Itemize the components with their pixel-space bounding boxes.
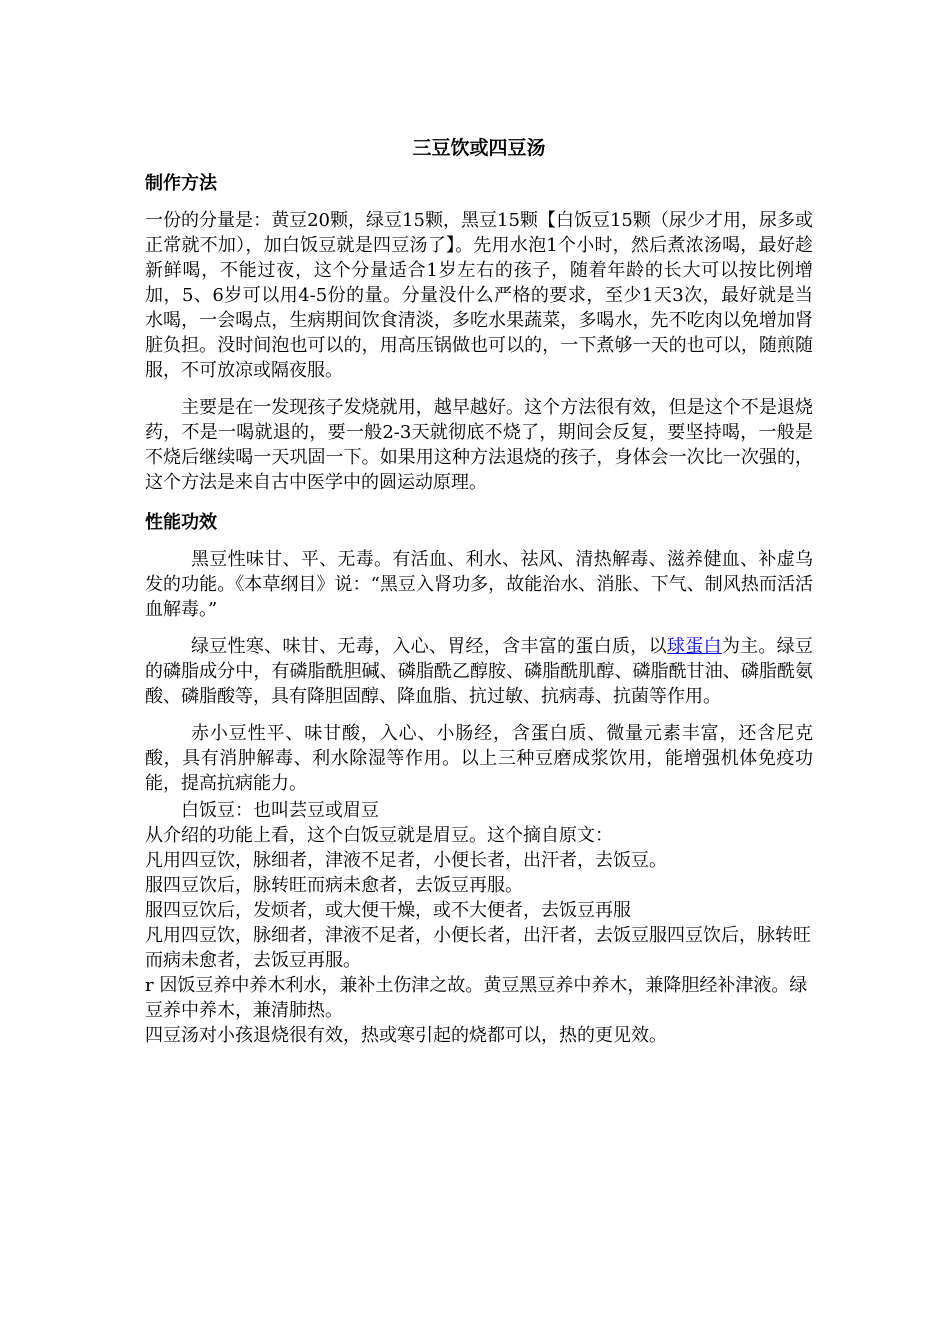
note-line: 服四豆饮后，发烦者，或大便干燥，或不大便者，去饭豆再服 [145, 900, 631, 921]
note-line: 四豆汤对小孩退烧很有效，热或寒引起的烧都可以，热的更见效。 [145, 1025, 667, 1046]
mung-bean-text-after: 为主。绿豆的磷脂成分中，有磷脂酰胆碱、磷脂酰乙醇胺、磷脂酰肌醇、磷脂酰甘油、磷脂酰氨酸、磷脂酸等，具有降胆固醇、降血脂、抗过敏、抗病毒、抗菌等作用。 [145, 636, 814, 707]
note-line: r 因饭豆养中养木利水，兼补土伤津之故。黄豆黑豆养中养木，兼降胆经补津液。绿豆养中养木，兼清肺热。 [145, 975, 808, 1021]
paragraph-black-bean: 黑豆性味甘、平、无毒。有活血、利水、祛风、清热解毒、滋养健血、补虚乌发的功能。《本草纲目》说：“黑豆入肾功多，故能治水、消胀、下气、制风热而活活血解毒。” [145, 549, 813, 620]
note-line: 白饭豆：也叫芸豆或眉豆 [181, 800, 379, 821]
section-heading-preparation: 制作方法 [145, 173, 217, 194]
paragraph-preparation-1: 一份的分量是：黄豆20颗，绿豆15颗，黑豆15颗【白饭豆15颗（尿少才用，尿多或正常就不加），加白饭豆就是四豆汤了】。先用水泡1个小时，然后煮浓汤喝，最好趁新鲜喝，不能过夜，这个分量适合1岁左右的孩子，随着年龄的长大可以按比例增加，5、6岁可以用4-5份的量。分量没什么严格的要求，至少1天3次，最好就是当水喝，一会喝点，生病期间饮食清淡，多吃水果蔬菜，多喝水，先不吃肉以免增加肾脏负担。没时间泡也可以的，用高压锅做也可以的，一下煮够一天的也可以，随煎随服，不可放凉或隔夜服。 [145, 210, 813, 381]
document-title: 三豆饮或四豆汤 [412, 137, 546, 159]
paragraph-preparation-2: 主要是在一发现孩子发烧就用，越早越好。这个方法很有效，但是这个不是退烧药，不是一喝就退的，要一般2-3天就彻底不烧了，期间会反复，要坚持喝，一般是不烧后继续喝一天巩固一下。如果用这种方法退烧的孩子，身体会一次比一次强的，这个方法是来自古中医学中的圆运动原理。 [145, 397, 813, 493]
paragraph-mung-bean [145, 634, 813, 709]
note-line: 凡用四豆饮，脉细者，津液不足者，小便长者，出汗者，去饭豆服四豆饮后，脉转旺而病未愈者，去饭豆再服。 [145, 925, 811, 971]
paragraph-red-bean: 赤小豆性平、味甘酸，入心、小肠经，含蛋白质、微量元素丰富，还含尼克酸，具有消肿解毒、利水除湿等作用。以上三种豆磨成浆饮用，能增强机体免疫功能，提高抗病能力。 [145, 723, 813, 794]
document-page [145, 132, 813, 1048]
notes-lines [145, 798, 813, 1048]
note-line: 服四豆饮后，脉转旺而病未愈者，去饭豆再服。 [145, 875, 523, 896]
note-line: 凡用四豆饮，脉细者，津液不足者，小便长者，出汗者，去饭豆。 [145, 850, 667, 871]
note-line: 从介绍的功能上看，这个白饭豆就是眉豆。这个摘自原文： [145, 825, 613, 846]
globulin-link[interactable]: 球蛋白 [666, 636, 722, 657]
section-heading-efficacy: 性能功效 [145, 512, 217, 533]
mung-bean-text-before: 绿豆性寒、味甘、无毒，入心、胃经，含丰富的蛋白质，以 [191, 636, 667, 657]
